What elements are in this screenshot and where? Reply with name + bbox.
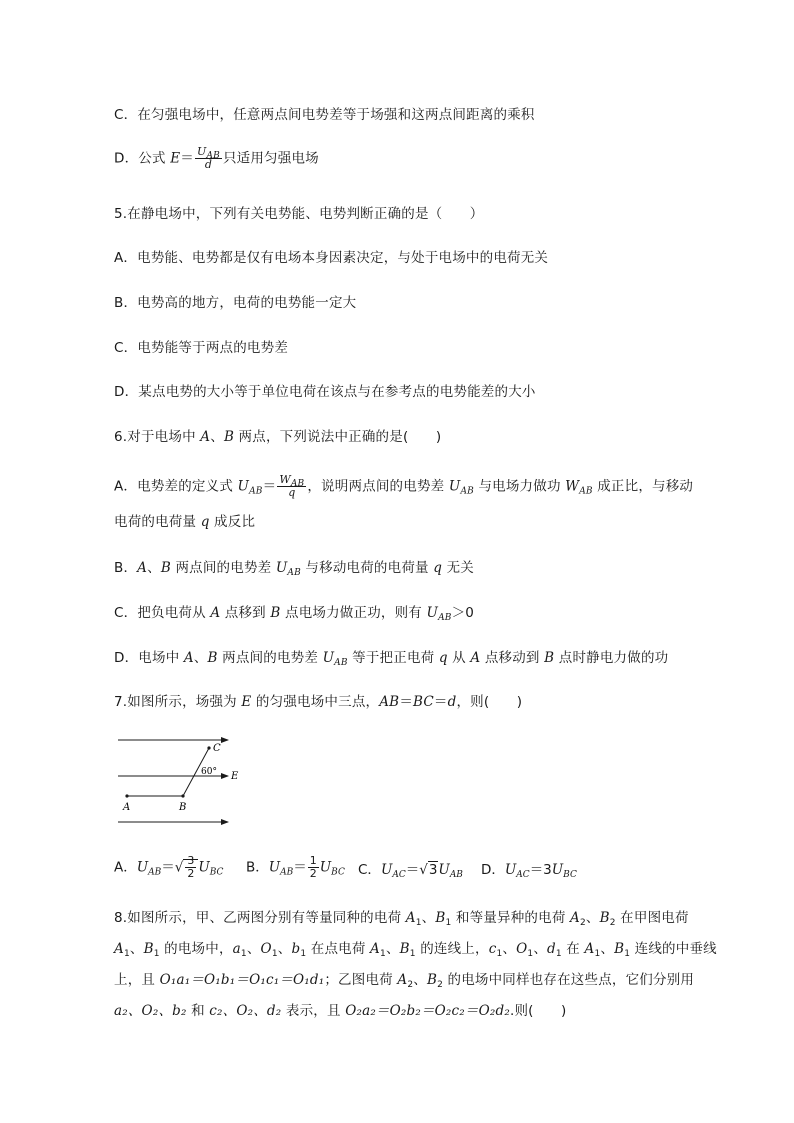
q8-line1: 8.如图所示，甲、乙两图分别有等量同种的电荷 $A_1$、$B_1$ 和等量异种的电荷 $A_2$、$B_2$ 在甲图电荷 (114, 910, 689, 928)
q4-d-numerator: $U_{AB}$ (196, 145, 220, 161)
label-c: C (213, 743, 221, 754)
q6-option-a-line2: 电荷的电荷量 q 成反比 (114, 514, 256, 530)
q6-option-c: C．把负电荷从 A 点移到 B 点电场力做正功，则有 $U_{AB}>0$ (114, 605, 475, 623)
q6-a-fraction: $\frac{W_{AB}}{q}$ (279, 473, 305, 499)
label-angle: 60° (201, 767, 217, 777)
q5-option-b: B．电势高的地方，电荷的电势能一定大 (114, 295, 357, 311)
label-a: A (123, 802, 131, 813)
q4-option-c: C．在匀强电场中，任意两点间电势差等于场强和这两点间距离的乘积 (114, 107, 535, 123)
q6-stem: 6.对于电场中 A、B 两点，下列说法中正确的是( ) (114, 429, 442, 445)
q4-d-prefix: D．公式 (114, 150, 171, 167)
q5-stem: 5.在静电场中，下列有关电势能、电势判断正确的是（ ） (114, 206, 484, 222)
q5-option-c: C．电势能等于两点的电势差 (114, 340, 289, 356)
q6-option-d: D．电场中 A、B 两点间的电势差 $U_{AB}$ 等于把正电荷 q 从 A 点移动到 B 点时静电力做的功 (114, 650, 669, 668)
q7-option-a: A．$U_{AB}=√$ $\frac{3}{2}$ $U_{BC}$ (114, 854, 224, 880)
q4-option-d (114, 146, 319, 171)
label-b: B (179, 802, 187, 813)
q7-option-d: D．$U_{AC}=3U_{BC}$ (481, 862, 577, 880)
point-b (181, 794, 184, 797)
q7-b-fraction: $\frac{1}{2}$ (309, 854, 317, 880)
q5-option-a: A．电势能、电势都是仅有电场本身因素决定，与处于电场中的电荷无关 (114, 250, 549, 266)
q5-option-d: D．某点电势的大小等于单位电荷在该点与在参考点的电势能差的大小 (114, 384, 536, 400)
q7-a-sqrt: √ $\frac{3}{2}$ (175, 855, 199, 880)
q8-line4: a₂、O₂、b₂ 和 c₂、O₂、d₂ 表示，且 O₂a₂＝O₂b₂＝O₂c₂＝O₂d₂.则( ) (114, 1003, 567, 1019)
q6-option-b: B．A、B 两点间的电势差 $U_{AB}$ 与移动电荷的电荷量 q 无关 (114, 560, 474, 578)
q7-field-diagram (112, 730, 252, 830)
q4-d-E: E (170, 150, 181, 167)
q6-option-a: A．电势差的定义式 $U_{AB}=$ $\frac{W_{AB}}{q}$ ，说明两点间的电势差 $U_{AB}$ 与电场力做功 $W_{AB}$ 成正比，与移动 (114, 473, 694, 499)
q7-stem: 7.如图所示，场强为 E 的匀强电场中三点，AB＝BC＝d，则( ) (114, 694, 523, 710)
q4-d-eq: ＝ (180, 150, 194, 167)
q7-option-b: B．$U_{AB}=$ $\frac{1}{2}$ $U_{BC}$ (246, 854, 345, 880)
q8-line3: 上，且 O₁a₁＝O₁b₁＝O₁c₁＝O₁d₁；乙图电荷 $A_2$、$B_2$ 的电场中同样也存在这些点，它们分别用 (114, 972, 695, 990)
q4-d-denominator: d (204, 158, 213, 171)
q8-line2: $A_1$、$B_1$ 的电场中，$a_1$、$O_1$、$b_1$ 在点电荷 $A_1$、$B_1$ 的连线上，$c_1$、$O_1$、$d_1$ 在 $A_1$、$B_1$ 连线的中垂线 (114, 941, 717, 959)
point-c (207, 746, 210, 749)
q4-d-suffix: 只适用匀强电场 (222, 150, 319, 167)
label-e: E (231, 771, 239, 782)
q4-d-fraction (195, 146, 222, 171)
point-a (125, 794, 128, 797)
q7-option-c: C．$U_{AC}=√3U_{AB}$ (358, 862, 463, 880)
